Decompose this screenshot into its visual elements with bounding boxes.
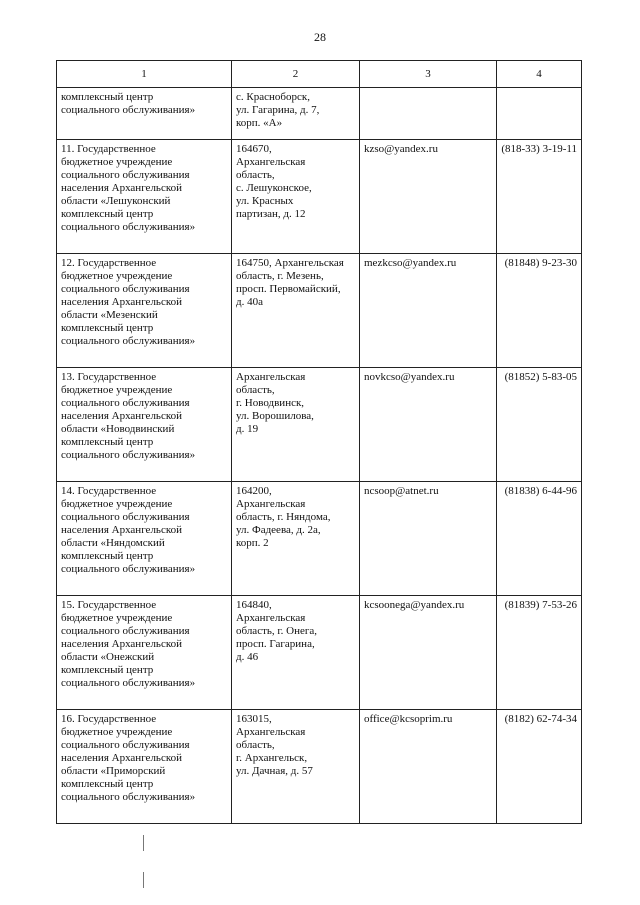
address-line: г. Новодвинск, [236,397,305,409]
address-cell [232,254,360,368]
phone-cell: (8182) 62-74-34 [497,710,582,824]
name-line: области «Онежский [61,651,155,663]
name-line: социального обслуживания [61,625,190,637]
institution-name-cell [57,482,232,596]
name-line: бюджетное учреждение [61,726,173,738]
name-line: социального обслуживания» [61,104,196,116]
name-line: социального обслуживания [61,397,190,409]
address-cell [232,140,360,254]
column-header-1: 1 [57,61,232,88]
name-line: комплексный центр [61,208,154,220]
name-line: бюджетное учреждение [61,384,173,396]
address-line: область, [236,739,275,751]
address-line: Архангельская [236,612,306,624]
phone-cell [497,88,582,140]
name-line: 11. Государственное [61,143,156,155]
address-line: ул. Гагарина, д. 7, [236,104,320,116]
institution-rows [57,140,582,824]
address-line: с. Красноборск, [236,91,310,103]
address-line: Архангельская [236,156,306,168]
phone-cell: (81839) 7-53-26 [497,596,582,710]
address-line: д. 19 [236,423,259,435]
table-row [57,710,582,824]
email-cell: kzso@yandex.ru [360,140,497,254]
address-line: область, [236,169,275,181]
address-cell [232,596,360,710]
name-line: населения Архангельской [61,752,182,764]
name-line: комплексный центр [61,778,154,790]
name-line: бюджетное учреждение [61,498,173,510]
address-line: 164750, Архангельская [236,257,344,269]
name-line: социального обслуживания [61,283,190,295]
name-line: 16. Государственное [61,713,157,725]
name-line: комплексный центр [61,550,154,562]
address-cell [232,88,360,140]
name-line: населения Архангельской [61,296,182,308]
email-cell: office@kcsoprim.ru [360,710,497,824]
column-header-3: 3 [360,61,497,88]
address-line: область, [236,384,275,396]
address-line: д. 40а [236,296,263,308]
address-line: просп. Гагарина, [236,638,315,650]
address-cell [232,710,360,824]
address-line: с. Лешуконское, [236,182,312,194]
table-row [57,482,582,596]
table-header-row [57,61,582,88]
address-line: д. 46 [236,651,259,663]
table-row [57,254,582,368]
address-line: Архангельская [236,371,306,383]
address-line: 164200, [236,485,272,497]
name-line: бюджетное учреждение [61,156,173,168]
scan-mark [143,872,144,888]
column-header-2: 2 [232,61,360,88]
page-number: 28 [314,30,326,44]
institution-name-cell [57,254,232,368]
name-line: социального обслуживания» [61,335,196,347]
name-line: населения Архангельской [61,638,182,650]
address-line: корп. «А» [236,117,283,129]
name-line: комплексный центр [61,322,154,334]
name-line: социального обслуживания [61,511,190,523]
address-line: ул. Дачная, д. 57 [236,765,313,777]
name-line: комплексный центр [61,91,154,103]
table-row [57,140,582,254]
column-header-4: 4 [497,61,582,88]
institutions-table [56,60,582,824]
email-cell [360,88,497,140]
address-line: область, г. Онега, [236,625,318,637]
name-line: области «Новодвинский [61,423,175,435]
name-line: социального обслуживания» [61,791,196,803]
table-row [57,368,582,482]
institution-name-cell [57,596,232,710]
name-line: социального обслуживания» [61,677,196,689]
phone-cell: (818-33) 3-19-11 [497,140,582,254]
institution-name-cell [57,368,232,482]
table-row [57,596,582,710]
email-cell: ncsoop@atnet.ru [360,482,497,596]
name-line: 14. Государственное [61,485,157,497]
name-line: 13. Государственное [61,371,157,383]
address-line: 164670, [236,143,272,155]
institution-name-cell [57,88,232,140]
name-line: 12. Государственное [61,257,157,269]
address-line: 164840, [236,599,272,611]
name-line: области «Лешуконский [61,195,171,207]
name-line: комплексный центр [61,664,154,676]
institution-name-cell [57,140,232,254]
name-line: бюджетное учреждение [61,270,173,282]
address-line: ул. Ворошилова, [236,410,314,422]
email-cell: novkcso@yandex.ru [360,368,497,482]
name-line: области «Мезенский [61,309,158,321]
address-line: просп. Первомайский, [236,283,341,295]
address-line: партизан, д. 12 [236,208,306,220]
phone-cell: (81838) 6-44-96 [497,482,582,596]
email-cell: mezkcso@yandex.ru [360,254,497,368]
institution-name-cell [57,710,232,824]
scan-mark [143,835,144,851]
name-line: социального обслуживания» [61,449,196,461]
address-cell [232,482,360,596]
name-line: комплексный центр [61,436,154,448]
address-line: Архангельская [236,498,306,510]
name-line: области «Приморский [61,765,166,777]
name-line: бюджетное учреждение [61,612,173,624]
name-line: области «Няндомский [61,537,165,549]
name-line: 15. Государственное [61,599,157,611]
address-cell [232,368,360,482]
name-line: социального обслуживания» [61,221,196,233]
phone-cell: (81852) 5-83-05 [497,368,582,482]
address-line: область, г. Мезень, [236,270,324,282]
name-line: социального обслуживания [61,739,190,751]
name-line: социального обслуживания [61,169,190,181]
address-line: корп. 2 [236,537,269,549]
address-line: ул. Красных [236,195,294,207]
address-line: ул. Фадеева, д. 2а, [236,524,321,536]
name-line: населения Архангельской [61,410,182,422]
phone-cell: (81848) 9-23-30 [497,254,582,368]
email-cell: kcsoonega@yandex.ru [360,596,497,710]
table-row-continuation [57,88,582,140]
address-line: область, г. Няндома, [236,511,331,523]
address-line: Архангельская [236,726,306,738]
address-line: 163015, [236,713,272,725]
name-line: населения Архангельской [61,524,182,536]
name-line: социального обслуживания» [61,563,196,575]
name-line: населения Архангельской [61,182,182,194]
address-line: г. Архангельск, [236,752,308,764]
